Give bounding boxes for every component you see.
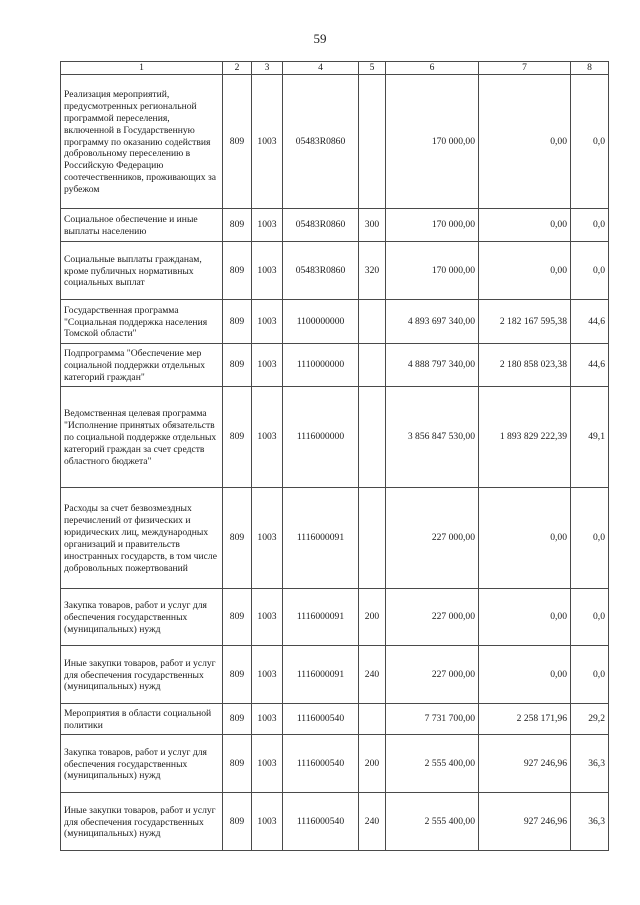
column-header: 1	[61, 62, 223, 75]
row-amount-executed: 0,00	[479, 75, 571, 209]
row-code-3: 1003	[252, 793, 283, 851]
row-code-5: 320	[359, 242, 386, 300]
row-percent: 0,0	[571, 75, 609, 209]
row-description: Социальное обеспечение и иные выплаты населению	[61, 209, 223, 242]
row-code-4: 1116000091	[283, 589, 359, 646]
row-amount-executed: 2 258 171,96	[479, 704, 571, 735]
row-code-3: 1003	[252, 704, 283, 735]
row-amount-executed: 927 246,96	[479, 793, 571, 851]
row-code-4: 05483R0860	[283, 75, 359, 209]
row-code-3: 1003	[252, 75, 283, 209]
row-code-2: 809	[223, 735, 252, 793]
row-percent: 44,6	[571, 300, 609, 344]
table-row	[61, 704, 609, 735]
row-percent: 0,0	[571, 488, 609, 589]
row-percent: 0,0	[571, 646, 609, 704]
row-percent: 36,3	[571, 735, 609, 793]
row-code-2: 809	[223, 488, 252, 589]
row-code-4: 05483R0860	[283, 209, 359, 242]
row-amount-executed: 0,00	[479, 209, 571, 242]
row-description: Иные закупки товаров, работ и услуг для обеспечения государственных (муниципальных) нужд	[61, 793, 223, 851]
row-code-2: 809	[223, 209, 252, 242]
row-code-4: 1110000000	[283, 344, 359, 387]
row-code-2: 809	[223, 75, 252, 209]
row-description: Расходы за счет безвозмездных перечислений от физических и юридических лиц, международных организаций и правительств иностранных государств, в том числе добровольных пожертвований	[61, 488, 223, 589]
row-percent: 44,6	[571, 344, 609, 387]
row-amount-executed: 0,00	[479, 488, 571, 589]
row-code-5	[359, 75, 386, 209]
row-code-2: 809	[223, 589, 252, 646]
column-header: 5	[359, 62, 386, 75]
row-code-3: 1003	[252, 735, 283, 793]
row-description: Мероприятия в области социальной политики	[61, 704, 223, 735]
row-code-2: 809	[223, 704, 252, 735]
row-code-3: 1003	[252, 646, 283, 704]
table-row	[61, 242, 609, 300]
column-header: 4	[283, 62, 359, 75]
row-code-4: 1116000091	[283, 488, 359, 589]
row-amount-executed: 927 246,96	[479, 735, 571, 793]
row-amount-planned: 170 000,00	[386, 75, 479, 209]
row-description: Реализация мероприятий, предусмотренных региональной программой переселения, включенной в Государственную программу по оказанию содействия добровольному переселению в Российскую Федерацию соотечественников, проживающих за рубежом	[61, 75, 223, 209]
row-amount-executed: 2 180 858 023,38	[479, 344, 571, 387]
row-description: Иные закупки товаров, работ и услуг для обеспечения государственных (муниципальных) нужд	[61, 646, 223, 704]
row-amount-executed: 0,00	[479, 589, 571, 646]
table-row	[61, 387, 609, 488]
row-code-5	[359, 300, 386, 344]
row-amount-executed: 1 893 829 222,39	[479, 387, 571, 488]
row-code-5	[359, 387, 386, 488]
row-amount-planned: 227 000,00	[386, 488, 479, 589]
row-code-3: 1003	[252, 242, 283, 300]
table-row	[61, 646, 609, 704]
table-row	[61, 75, 609, 209]
row-percent: 29,2	[571, 704, 609, 735]
row-percent: 49,1	[571, 387, 609, 488]
row-percent: 0,0	[571, 589, 609, 646]
row-code-2: 809	[223, 344, 252, 387]
row-amount-planned: 227 000,00	[386, 589, 479, 646]
table-row	[61, 735, 609, 793]
table-row	[61, 589, 609, 646]
row-code-5: 200	[359, 589, 386, 646]
row-code-4: 1116000000	[283, 387, 359, 488]
row-code-5: 200	[359, 735, 386, 793]
row-code-4: 1116000540	[283, 704, 359, 735]
row-description: Подпрограмма "Обеспечение мер социальной поддержки отдельных категорий граждан"	[61, 344, 223, 387]
row-amount-planned: 2 555 400,00	[386, 735, 479, 793]
row-amount-planned: 7 731 700,00	[386, 704, 479, 735]
row-code-4: 1116000540	[283, 735, 359, 793]
row-amount-executed: 0,00	[479, 242, 571, 300]
row-amount-planned: 4 888 797 340,00	[386, 344, 479, 387]
row-code-4: 1100000000	[283, 300, 359, 344]
row-percent: 0,0	[571, 209, 609, 242]
table-row	[61, 344, 609, 387]
row-code-2: 809	[223, 793, 252, 851]
row-amount-planned: 227 000,00	[386, 646, 479, 704]
row-amount-planned: 170 000,00	[386, 209, 479, 242]
row-amount-planned: 3 856 847 530,00	[386, 387, 479, 488]
table-row	[61, 300, 609, 344]
row-code-5	[359, 704, 386, 735]
row-code-4: 1116000540	[283, 793, 359, 851]
row-code-3: 1003	[252, 209, 283, 242]
row-code-3: 1003	[252, 387, 283, 488]
table-row	[61, 793, 609, 851]
column-header: 2	[223, 62, 252, 75]
row-code-2: 809	[223, 387, 252, 488]
row-description: Социальные выплаты гражданам, кроме публичных нормативных социальных выплат	[61, 242, 223, 300]
row-code-2: 809	[223, 300, 252, 344]
row-description: Закупка товаров, работ и услуг для обеспечения государственных (муниципальных) нужд	[61, 735, 223, 793]
row-amount-planned: 4 893 697 340,00	[386, 300, 479, 344]
row-code-5	[359, 488, 386, 589]
row-description: Закупка товаров, работ и услуг для обеспечения государственных (муниципальных) нужд	[61, 589, 223, 646]
row-code-4: 05483R0860	[283, 242, 359, 300]
row-code-2: 809	[223, 646, 252, 704]
row-code-5: 300	[359, 209, 386, 242]
row-percent: 0,0	[571, 242, 609, 300]
row-amount-executed: 2 182 167 595,38	[479, 300, 571, 344]
column-header: 6	[386, 62, 479, 75]
table-row	[61, 209, 609, 242]
row-code-5: 240	[359, 793, 386, 851]
column-header: 8	[571, 62, 609, 75]
row-code-4: 1116000091	[283, 646, 359, 704]
row-code-3: 1003	[252, 589, 283, 646]
row-description: Государственная программа "Социальная поддержка населения Томской области"	[61, 300, 223, 344]
row-code-2: 809	[223, 242, 252, 300]
row-code-5	[359, 344, 386, 387]
row-code-5: 240	[359, 646, 386, 704]
row-percent: 36,3	[571, 793, 609, 851]
row-code-3: 1003	[252, 488, 283, 589]
column-header: 3	[252, 62, 283, 75]
row-code-3: 1003	[252, 300, 283, 344]
page-number: 59	[313, 31, 327, 46]
row-description: Ведомственная целевая программа "Исполнение принятых обязательств по социальной поддержке отдельных категорий граждан за счет средств областного бюджета"	[61, 387, 223, 488]
column-header: 7	[479, 62, 571, 75]
table-header-row	[61, 62, 609, 75]
table-row	[61, 488, 609, 589]
row-amount-planned: 2 555 400,00	[386, 793, 479, 851]
row-amount-executed: 0,00	[479, 646, 571, 704]
row-amount-planned: 170 000,00	[386, 242, 479, 300]
row-code-3: 1003	[252, 344, 283, 387]
budget-table	[60, 61, 609, 851]
